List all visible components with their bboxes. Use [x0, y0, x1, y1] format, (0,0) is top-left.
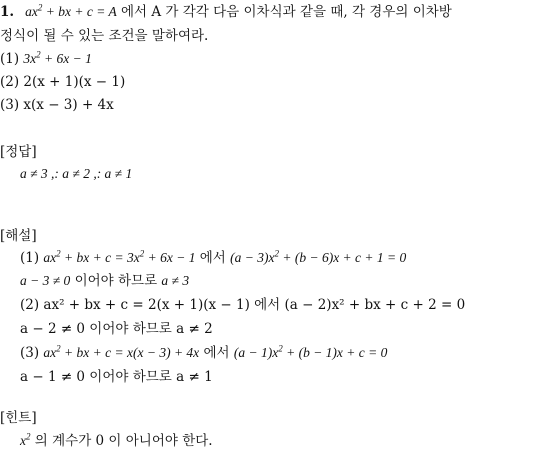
hint-text-line: [20, 431, 213, 451]
solution-eom-seo: 에서: [203, 345, 230, 361]
sub1-expression: $3x^2 + 6x - 1$: [23, 49, 92, 66]
hint-text: 의 계수가 0 이 아니어야 한다.: [34, 433, 213, 449]
problem-stem-line2: 정식이 될 수 있는 조건을 말하여라.: [0, 28, 209, 44]
part-label: (1): [20, 250, 40, 266]
solution-text: 이어야 하므로: [74, 273, 158, 289]
equation: $(a - 1)x^2 + (b - 1)x + c = 0$: [233, 343, 388, 360]
solution-line-2: [20, 271, 189, 291]
sub-question-3: (3) x(x − 3) + 4x: [0, 97, 114, 113]
answer-text: a ≠ 3 ,: a ≠ 2 ,: a ≠ 1: [20, 166, 133, 181]
stem-text: 에서 A 가 각각 다음 이차식과 같을 때, 각 경우의 이차방: [121, 4, 452, 20]
equation: $(a - 3)x^2 + (b - 6)x + c + 1 = 0$: [230, 248, 407, 265]
solution-eom-seo: 에서: [199, 250, 226, 266]
sub-question-2: (2) 2(x + 1)(x − 1): [0, 74, 126, 90]
equation: $ax^2$ + bx + $c = 3x^2 + 6x - 1$: [43, 248, 196, 265]
solution-line-3: (2) ax² + bx + c = 2(x + 1)(x − 1) 에서 (a − 2)x² + bx + c + 2 = 0: [20, 297, 466, 313]
hint-heading: [힌트]: [0, 410, 37, 426]
inequality: a − 3 ≠ 0: [20, 273, 71, 288]
problem-number: 1.: [0, 4, 15, 20]
sub1-label: (1): [0, 51, 20, 67]
solution-line-4: a − 2 ≠ 0 이어야 하므로 a ≠ 2: [20, 321, 213, 337]
solution-line-1: [20, 248, 406, 268]
problem-stem-line1: [0, 2, 452, 22]
equation: $ax^2$ + bx + c = x(x − 3) + 4x: [43, 343, 200, 360]
solution-line-6: a − 1 ≠ 0 이어야 하므로 a ≠ 1: [20, 369, 213, 385]
answer-heading: [정답]: [0, 144, 37, 160]
hint-term: $x^2$: [20, 431, 31, 448]
sub-question-1: [0, 49, 92, 69]
part-label: (3): [20, 345, 40, 361]
solution-line-5: [20, 343, 387, 363]
inequality: a ≠ 3: [161, 273, 190, 288]
equation: $ax^2$ + bx + c = A: [18, 2, 117, 19]
solution-heading: [해설]: [0, 228, 37, 244]
